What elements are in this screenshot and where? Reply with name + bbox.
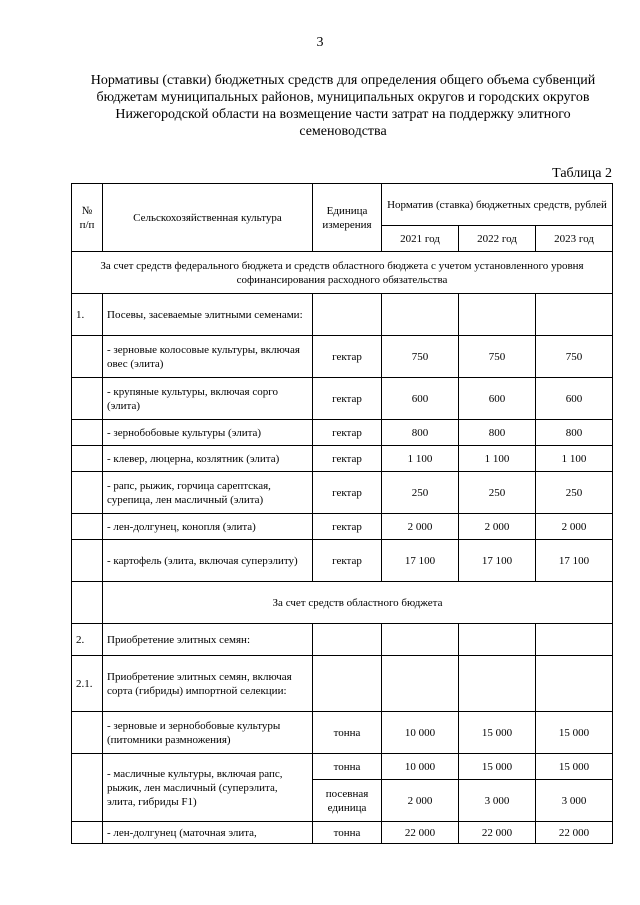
row-value-2022: 250 — [459, 472, 536, 514]
row-unit: тонна — [313, 712, 382, 754]
page-number: 3 — [316, 35, 324, 50]
row-name: - рапс, рыжик, горчица сарептская, сурепица, лен масличный (элита) — [103, 472, 313, 514]
section-row — [72, 582, 613, 624]
header-year-2021: 2021 год — [382, 226, 459, 252]
row-value-2021: 600 — [382, 378, 459, 420]
row-value-2023: 800 — [536, 420, 613, 446]
table-label: Таблица 2 — [552, 166, 612, 181]
row-value-2023: 1 100 — [536, 446, 613, 472]
row-unit: гектар — [313, 378, 382, 420]
row-unit: тонна — [313, 822, 382, 844]
row-value-2023: 600 — [536, 378, 613, 420]
document-title: Нормативы (ставки) бюджетных средств для определения общего объема субвенций бюджетам муниципальных районов, муниципальных округов и городских округов Нижегородской области на возмещение части затрат на поддержку элитного семеноводства — [90, 73, 596, 139]
row-unit: гектар — [313, 420, 382, 446]
row-name: - клевер, люцерна, козлятник (элита) — [103, 446, 313, 472]
row-value-2023: 22 000 — [536, 822, 613, 844]
row-value-2023: 15 000 — [536, 754, 613, 780]
header-norm: Норматив (ставка) бюджетных средств, рублей — [382, 184, 613, 226]
row-name: Посевы, засеваемые элитными семенами: — [103, 294, 313, 336]
row-unit: гектар — [313, 446, 382, 472]
row-name: Приобретение элитных семян: — [103, 624, 313, 656]
row-value-2021: 2 000 — [382, 514, 459, 540]
row-unit: гектар — [313, 514, 382, 540]
row-value-2022: 15 000 — [459, 754, 536, 780]
row-value-2023: 3 000 — [536, 780, 613, 822]
row-name: - масличные культуры, включая рапс, рыжик, лен масличный (суперэлита, элита, гибриды F1) — [103, 754, 313, 822]
table-row — [72, 712, 613, 754]
row-name: - картофель (элита, включая суперэлиту) — [103, 540, 313, 582]
row-value-2023: 250 — [536, 472, 613, 514]
row-value-2023: 2 000 — [536, 514, 613, 540]
norms-table — [71, 183, 613, 844]
row-value-2021: 250 — [382, 472, 459, 514]
row-name: - зерновые и зернобобовые культуры (питомники размножения) — [103, 712, 313, 754]
row-value-2022: 600 — [459, 378, 536, 420]
row-unit: гектар — [313, 540, 382, 582]
row-value-2023: 15 000 — [536, 712, 613, 754]
row-name: - лен-долгунец, конопля (элита) — [103, 514, 313, 540]
row-value-2021: 10 000 — [382, 712, 459, 754]
row-value-2023: 17 100 — [536, 540, 613, 582]
row-name: - крупяные культуры, включая сорго (элита) — [103, 378, 313, 420]
row-value-2021: 10 000 — [382, 754, 459, 780]
row-unit: гектар — [313, 472, 382, 514]
header-unit: Единица измерения — [313, 184, 382, 252]
row-value-2021: 22 000 — [382, 822, 459, 844]
header-crop: Сельскохозяйственная культура — [103, 184, 313, 252]
table-row — [72, 420, 613, 446]
header-row — [72, 184, 613, 226]
table-row — [72, 754, 613, 780]
row-value-2022: 800 — [459, 420, 536, 446]
row-name: Приобретение элитных семян, включая сорта (гибриды) импортной селекции: — [103, 656, 313, 712]
header-num: № п/п — [72, 184, 103, 252]
row-num: 1. — [72, 294, 103, 336]
group-row — [72, 656, 613, 712]
row-unit: тонна — [313, 754, 382, 780]
section-title: За счет средств федерального бюджета и средств областного бюджета с учетом установленного уровня софинансирования расходного обязательства — [72, 252, 613, 294]
row-value-2021: 750 — [382, 336, 459, 378]
row-unit: гектар — [313, 336, 382, 378]
table-row — [72, 540, 613, 582]
row-name: - зернобобовые культуры (элита) — [103, 420, 313, 446]
header-year-2022: 2022 год — [459, 226, 536, 252]
group-row — [72, 624, 613, 656]
row-value-2021: 2 000 — [382, 780, 459, 822]
row-num: 2.1. — [72, 656, 103, 712]
row-value-2021: 17 100 — [382, 540, 459, 582]
row-value-2021: 800 — [382, 420, 459, 446]
section-title: За счет средств областного бюджета — [103, 582, 613, 624]
row-name: - зерновые колосовые культуры, включая овес (элита) — [103, 336, 313, 378]
table-row — [72, 336, 613, 378]
table-row — [72, 378, 613, 420]
row-value-2022: 750 — [459, 336, 536, 378]
section-row — [72, 252, 613, 294]
table-row — [72, 472, 613, 514]
row-value-2022: 22 000 — [459, 822, 536, 844]
row-unit: посевная единица — [313, 780, 382, 822]
group-row — [72, 294, 613, 336]
table-row — [72, 446, 613, 472]
row-num: 2. — [72, 624, 103, 656]
row-value-2022: 17 100 — [459, 540, 536, 582]
row-value-2022: 2 000 — [459, 514, 536, 540]
table-row — [72, 514, 613, 540]
row-value-2021: 1 100 — [382, 446, 459, 472]
row-value-2022: 15 000 — [459, 712, 536, 754]
row-value-2022: 3 000 — [459, 780, 536, 822]
row-value-2023: 750 — [536, 336, 613, 378]
row-name: - лен-долгунец (маточная элита, — [103, 822, 313, 844]
row-value-2022: 1 100 — [459, 446, 536, 472]
table-row — [72, 822, 613, 844]
header-year-2023: 2023 год — [536, 226, 613, 252]
